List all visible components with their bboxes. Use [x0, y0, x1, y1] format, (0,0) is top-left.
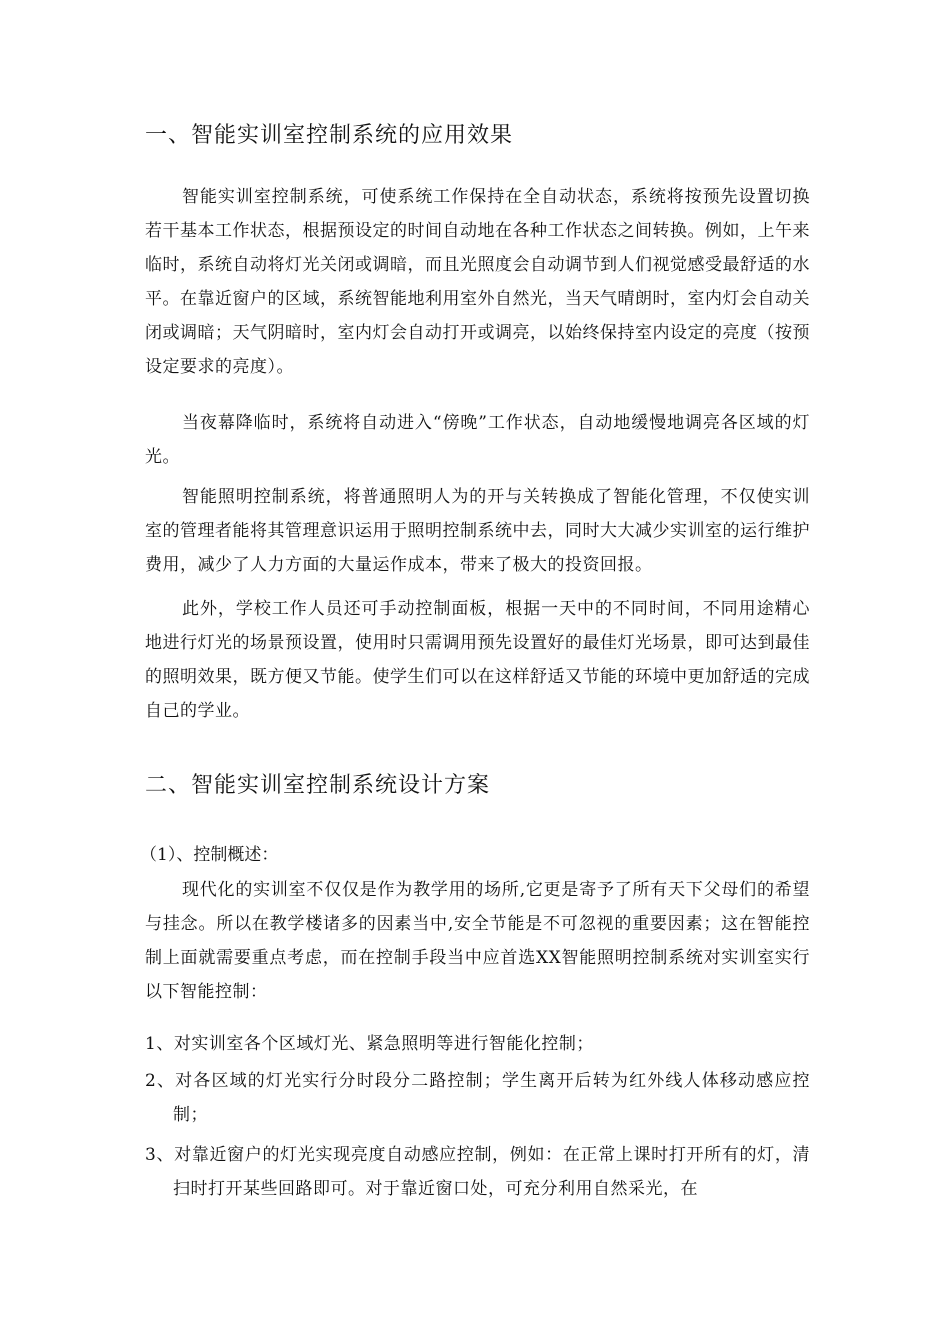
section-2-heading: 二、智能实训室控制系统设计方案 [145, 773, 491, 798]
section-2-subheading: （1）、控制概述： [140, 845, 279, 865]
section-2-paragraph: 现代化的实训室不仅仅是作为教学用的场所,它更是寄予了所有天下父母们的希望与挂念。所以在教学楼诸多的因素当中,安全节能是不可忽视的重要因素；这在智能控制上面就需要重点考虑，而在控制手段当中应首选XX智能照明控制系统对实训室实行以下智能控制： [145, 880, 810, 1002]
section-1-paragraph-1: 智能实训室控制系统，可使系统工作保持在全自动状态，系统将按预先设置切换若干基本工作状态，根据预设定的时间自动地在各种工作状态之间转换。例如，上午来临时，系统自动将灯光关闭或调暗，而且光照度会自动调节到人们视觉感受最舒适的水平。在靠近窗户的区域，系统智能地利用室外自然光，当天气晴朗时，室内灯会自动关闭或调暗；天气阴暗时，室内灯会自动打开或调亮，以始终保持室内设定的亮度（按预设定要求的亮度）。 [145, 187, 810, 377]
section-1-paragraph-3: 智能照明控制系统，将普通照明人为的开与关转换成了智能化管理，不仅使实训室的管理者能将其管理意识运用于照明控制系统中去，同时大大减少实训室的运行维护费用，减少了人力方面的大量运作成本，带来了极大的投资回报。 [145, 487, 810, 575]
section-1-heading: 一、智能实训室控制系统的应用效果 [145, 123, 514, 148]
section-1-paragraph-4: 此外，学校工作人员还可手动控制面板，根据一天中的不同时间，不同用途精心地进行灯光的场景预设置，使用时只需调用预先设置好的最佳灯光场景，即可达到最佳的照明效果，既方便又节能。使学生们可以在这样舒适又节能的环境中更加舒适的完成自己的学业。 [145, 599, 810, 721]
list-item: 3、对靠近窗户的灯光实现亮度自动感应控制，例如：在正常上课时打开所有的灯，清扫时打开某些回路即可。对于靠近窗口处，可充分利用自然采光，在 [145, 1145, 810, 1199]
section-1-paragraph-2: 当夜幕降临时，系统将自动进入“傍晚”工作状态，自动地缓慢地调亮各区域的灯光。 [145, 413, 810, 467]
list-item: 1、对实训室各个区域灯光、紧急照明等进行智能化控制； [145, 1034, 594, 1054]
list-item: 2、对各区域的灯光实行分时段分二路控制；学生离开后转为红外线人体移动感应控制； [145, 1071, 810, 1125]
